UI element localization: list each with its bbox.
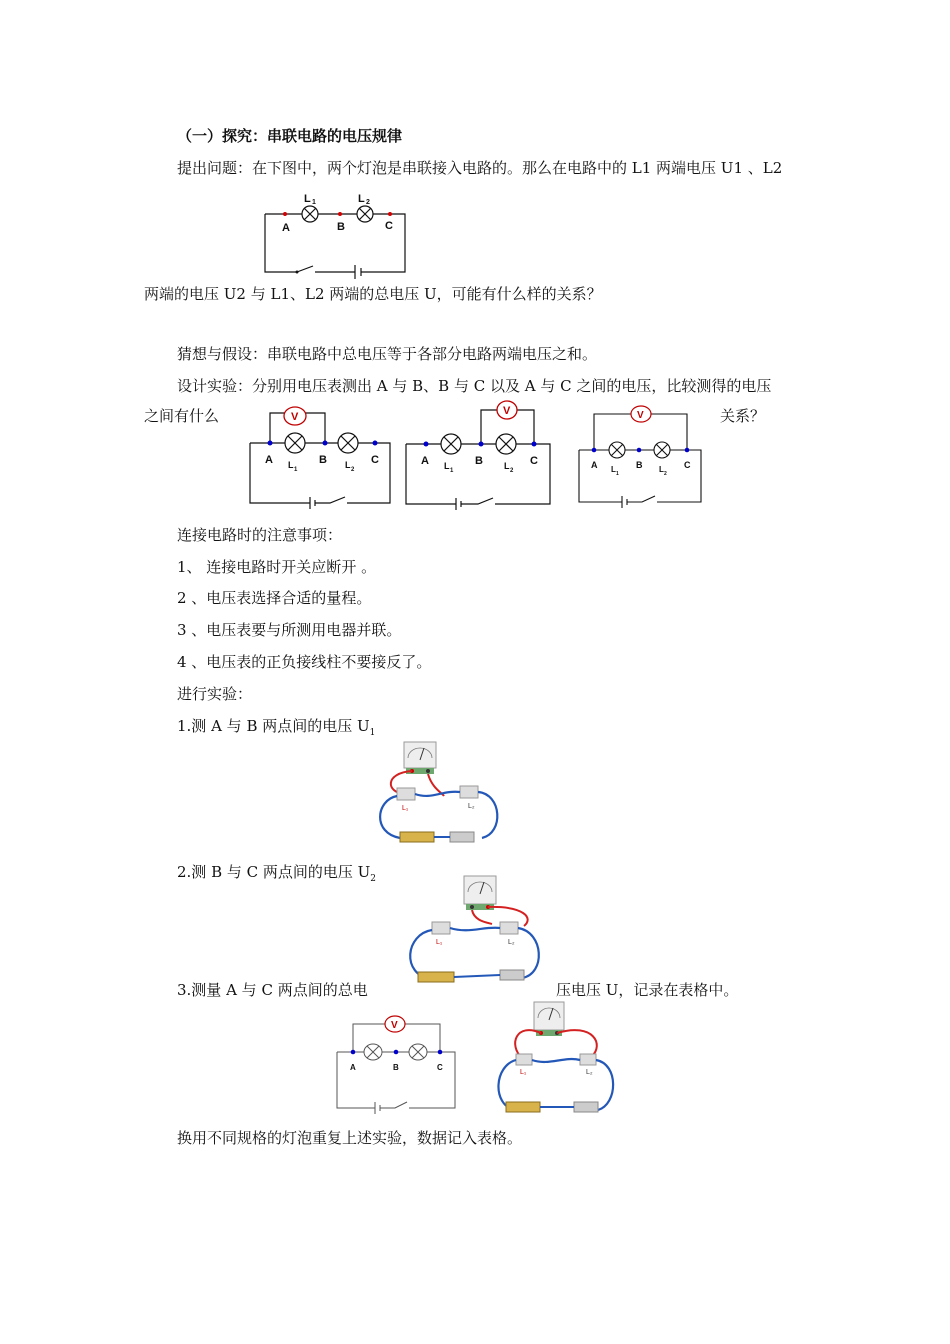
lab-circuit-photo-ab <box>372 738 507 848</box>
voltmeter-icon: V <box>503 405 511 417</box>
question-line-1: 提出问题：在下图中，两个灯泡是串联接入电路的。那么在电路中的 L1 两端电压 U1 、L2 <box>177 159 783 177</box>
svg-text:B: B <box>319 454 327 466</box>
svg-text:2: 2 <box>664 471 667 477</box>
svg-text:1: 1 <box>450 468 454 474</box>
label-a: A <box>282 222 290 234</box>
svg-text:2: 2 <box>351 467 355 473</box>
label-l2: L <box>358 193 365 205</box>
label-c: C <box>385 220 393 232</box>
label-b: B <box>337 221 345 233</box>
svg-text:L₁: L₁ <box>436 939 443 946</box>
svg-text:A: A <box>591 460 598 470</box>
series-circuit-diagram <box>255 190 415 280</box>
label-l1: L <box>304 193 311 205</box>
svg-text:L₁: L₁ <box>402 805 409 812</box>
note-item-4: 4 、电压表的正负接线柱不要接反了。 <box>177 653 432 671</box>
svg-text:1: 1 <box>312 199 316 206</box>
svg-text:A: A <box>265 454 273 466</box>
voltmeter-icon: V <box>291 411 299 423</box>
voltmeter-icon: V <box>637 410 644 421</box>
circuit-measure-bc <box>403 398 553 510</box>
experiment-step-2: 2.测 B 与 C 两点间的电压 $U_2$ <box>177 863 377 884</box>
svg-text:1: 1 <box>294 467 298 473</box>
hypothesis: 猜想与假设：串联电路中总电压等于各部分电路两端电压之和。 <box>177 345 598 363</box>
svg-text:B: B <box>475 455 483 467</box>
experiment-step-1: 1.测 A 与 B 两点间的电压 $U_1$ <box>177 717 376 738</box>
svg-text:L: L <box>504 461 510 471</box>
experiment-step-3a: 3.测量 A 与 C 两点间的总电 <box>177 981 368 999</box>
svg-text:L₂: L₂ <box>468 803 475 810</box>
conclusion: 换用不同规格的灯泡重复上述实验，数据记入表格。 <box>177 1129 523 1147</box>
svg-text:L₂: L₂ <box>508 939 515 946</box>
section-heading: （一）探究：串联电路的电压规律 <box>177 127 403 145</box>
svg-text:B: B <box>636 460 643 470</box>
lab-circuit-photo-ac <box>494 1000 614 1118</box>
svg-text:A: A <box>421 455 429 467</box>
svg-text:L₁: L₁ <box>520 1069 527 1076</box>
note-item-1: 1、 连接电路时开关应断开 。 <box>177 558 377 576</box>
svg-text:L: L <box>444 461 450 471</box>
lab-circuit-photo-bc <box>404 874 544 986</box>
notes-title: 连接电路时的注意事项： <box>177 526 343 544</box>
svg-text:L: L <box>659 465 664 474</box>
svg-text:L: L <box>345 460 351 470</box>
svg-text:L: L <box>288 460 294 470</box>
circuit-measure-ac <box>577 402 705 506</box>
svg-text:A: A <box>350 1063 356 1072</box>
experiment-step-3b: 压电压 U，记录在表格中。 <box>556 981 739 999</box>
circuit-measure-ab <box>245 405 395 510</box>
svg-text:C: C <box>371 454 379 466</box>
question-line-2: 两端的电压 U2 与 L1、L2 两端的总电压 U，可能有什么样的关系？ <box>144 285 602 303</box>
svg-text:2: 2 <box>510 468 514 474</box>
svg-text:C: C <box>684 460 691 470</box>
svg-text:C: C <box>530 455 538 467</box>
note-item-2: 2 、电压表选择合适的量程。 <box>177 589 372 607</box>
svg-text:2: 2 <box>366 199 370 206</box>
svg-text:C: C <box>437 1063 443 1072</box>
design-line-2b: 关系？ <box>720 407 766 425</box>
voltmeter-icon: V <box>391 1020 398 1031</box>
svg-text:1: 1 <box>616 471 619 477</box>
svg-text:B: B <box>393 1063 399 1072</box>
circuit-measure-ac-schematic <box>335 1012 460 1112</box>
svg-text:L₂: L₂ <box>586 1069 593 1076</box>
note-item-3: 3 、电压表要与所测用电器并联。 <box>177 621 402 639</box>
svg-text:L: L <box>611 465 616 474</box>
experiment-title: 进行实验： <box>177 685 253 703</box>
design-line-2a: 之间有什么 <box>144 407 220 425</box>
design-line-1: 设计实验：分别用电压表测出 A 与 B、B 与 C 以及 A 与 C 之间的电压，比较测得的电压 <box>177 377 772 395</box>
